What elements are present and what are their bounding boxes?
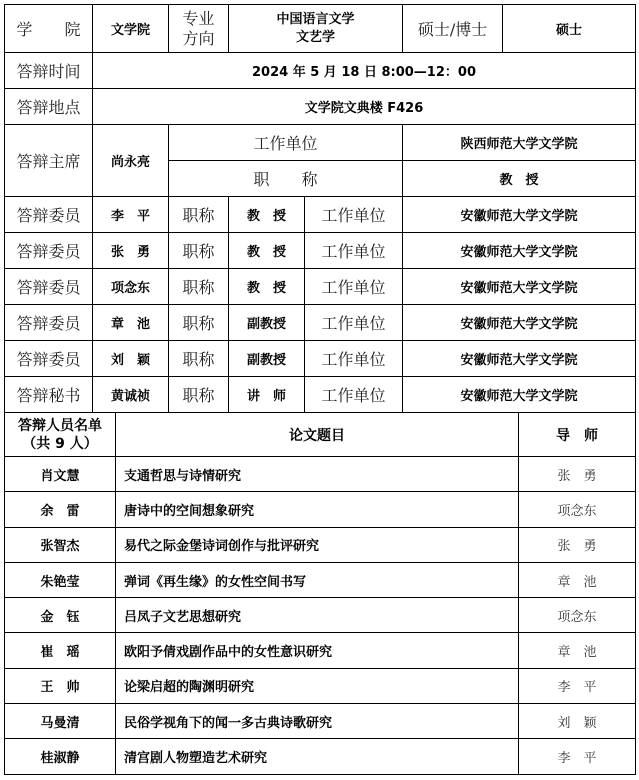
student-row (5, 668, 636, 703)
place-label: 答辩地点 (5, 89, 93, 125)
chair-label: 答辩主席 (5, 125, 93, 197)
chair-unit-value: 陕西师范大学文学院 (403, 125, 636, 161)
committee-name: 刘 颖 (93, 341, 169, 377)
students-table (4, 412, 636, 775)
place-row (5, 89, 636, 125)
chair-title-label: 职 称 (169, 161, 403, 197)
place-value: 文学院文典楼 F426 (93, 89, 636, 125)
committee-role: 答辩委员 (5, 197, 93, 233)
committee-unit: 安徽师范大学文学院 (403, 197, 636, 233)
committee-role: 答辩委员 (5, 269, 93, 305)
committee-row (5, 233, 636, 269)
committee-title: 副教授 (229, 341, 305, 377)
committee-role: 答辩委员 (5, 305, 93, 341)
student-name: 余 雷 (5, 492, 116, 527)
committee-unit-label: 工作单位 (305, 377, 403, 413)
committee-role: 答辩委员 (5, 341, 93, 377)
major-value-line1: 中国语言文学 (276, 11, 355, 27)
thesis-title: 支通哲思与诗情研究 (116, 457, 519, 492)
student-tutor: 张 勇 (519, 457, 636, 492)
committee-title: 副教授 (229, 305, 305, 341)
committee-unit: 安徽师范大学文学院 (403, 377, 636, 413)
committee-role: 答辩委员 (5, 233, 93, 269)
student-row (5, 598, 636, 633)
tutor-header: 导 师 (519, 413, 636, 457)
committee-title: 教 授 (229, 233, 305, 269)
student-tutor: 项念东 (519, 492, 636, 527)
committee-row (5, 341, 636, 377)
committee-title: 讲 师 (229, 377, 305, 413)
student-name: 张智杰 (5, 527, 116, 562)
degree-label: 硕士/博士 (403, 5, 503, 53)
committee-title-label: 职称 (169, 197, 229, 233)
committee-title-label: 职称 (169, 233, 229, 269)
student-tutor: 刘 颖 (519, 704, 636, 739)
student-name: 金 钰 (5, 598, 116, 633)
time-label: 答辩时间 (5, 53, 93, 89)
thesis-title: 论梁启超的陶渊明研究 (116, 668, 519, 703)
student-tutor: 李 平 (519, 668, 636, 703)
thesis-title: 民俗学视角下的闻一多古典诗歌研究 (116, 704, 519, 739)
thesis-title: 唐诗中的空间想象研究 (116, 492, 519, 527)
degree-value: 硕士 (503, 5, 636, 53)
committee-name: 张 勇 (93, 233, 169, 269)
committee-unit-label: 工作单位 (305, 233, 403, 269)
students-name-header-line1: 答辩人员名单 (18, 417, 102, 434)
thesis-title: 清宫剧人物塑造艺术研究 (116, 739, 519, 774)
chair-title-value: 教 授 (403, 161, 636, 197)
committee-name: 黄诚祯 (93, 377, 169, 413)
student-row (5, 457, 636, 492)
college-label: 学 院 (5, 5, 93, 53)
student-name: 桂淑静 (5, 739, 116, 774)
students-name-header (5, 413, 116, 457)
committee-name: 项念东 (93, 269, 169, 305)
committee-row (5, 305, 636, 341)
student-name: 王 帅 (5, 668, 116, 703)
time-value: 2024 年 5 月 18 日 8:00—12：00 (93, 53, 636, 89)
thesis-title-header: 论文题目 (116, 413, 519, 457)
student-tutor: 章 池 (519, 633, 636, 668)
thesis-title: 易代之际金堡诗词创作与批评研究 (116, 527, 519, 562)
committee-title-label: 职称 (169, 269, 229, 305)
thesis-title: 弹词《再生缘》的女性空间书写 (116, 562, 519, 597)
committee-unit-label: 工作单位 (305, 269, 403, 305)
student-tutor: 张 勇 (519, 527, 636, 562)
student-row (5, 527, 636, 562)
committee-list (5, 197, 636, 413)
committee-role: 答辩秘书 (5, 377, 93, 413)
committee-name: 章 池 (93, 305, 169, 341)
committee-unit-label: 工作单位 (305, 305, 403, 341)
student-name: 崔 瑶 (5, 633, 116, 668)
student-tutor: 李 平 (519, 739, 636, 774)
student-tutor: 项念东 (519, 598, 636, 633)
committee-title-label: 职称 (169, 305, 229, 341)
major-label-text: 专业方向 (182, 8, 215, 48)
committee-unit: 安徽师范大学文学院 (403, 269, 636, 305)
committee-title-label: 职称 (169, 341, 229, 377)
committee-unit-label: 工作单位 (305, 197, 403, 233)
student-row (5, 739, 636, 774)
student-row (5, 633, 636, 668)
committee-row (5, 197, 636, 233)
time-row (5, 53, 636, 89)
student-row (5, 704, 636, 739)
committee-unit: 安徽师范大学文学院 (403, 305, 636, 341)
chair-unit-label: 工作单位 (169, 125, 403, 161)
student-name: 朱铯莹 (5, 562, 116, 597)
students-header-row (5, 413, 636, 457)
chair-row-1 (5, 125, 636, 161)
committee-row (5, 269, 636, 305)
committee-unit: 安徽师范大学文学院 (403, 341, 636, 377)
major-value-line2: 文艺学 (296, 29, 336, 45)
student-row (5, 562, 636, 597)
student-row (5, 492, 636, 527)
major-label (169, 5, 229, 53)
committee-title-label: 职称 (169, 377, 229, 413)
header-row (5, 5, 636, 53)
committee-unit: 安徽师范大学文学院 (403, 233, 636, 269)
committee-title: 教 授 (229, 269, 305, 305)
college-value: 文学院 (93, 5, 169, 53)
student-tutor: 章 池 (519, 562, 636, 597)
thesis-title: 欧阳予倩戏剧作品中的女性意识研究 (116, 633, 519, 668)
defense-schedule-document (4, 4, 635, 775)
thesis-title: 吕凤子文艺思想研究 (116, 598, 519, 633)
committee-title: 教 授 (229, 197, 305, 233)
chair-name: 尚永亮 (93, 125, 169, 197)
committee-unit-label: 工作单位 (305, 341, 403, 377)
student-name: 马曼清 (5, 704, 116, 739)
students-list (5, 457, 636, 775)
info-table (4, 4, 636, 413)
student-name: 肖文慧 (5, 457, 116, 492)
students-name-header-line2: （共 9 人） (22, 435, 98, 452)
major-value (229, 5, 403, 53)
committee-row (5, 377, 636, 413)
committee-name: 李 平 (93, 197, 169, 233)
